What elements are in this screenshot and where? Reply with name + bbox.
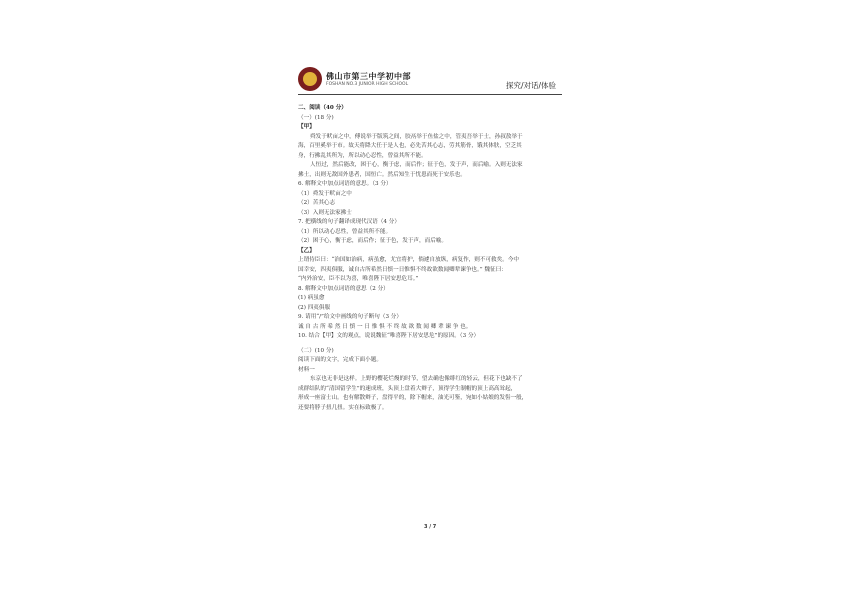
text-line: 二、阅读（40 分） — [298, 105, 347, 111]
text-line: 成群结队的“清国留学生”的速成班，头顶上盘着大辫子，顶得学生制帽的顶上高高耸起， — [298, 385, 517, 392]
text-line: “内外治安，臣不以为喜，唯喜陛下居安思危耳。” — [298, 276, 419, 282]
text-line: 形成一座富士山。也有解散辫子，盘得平的，除下帽来，油光可鉴，宛如小姑娘的发髻一般， — [298, 395, 528, 401]
text-line: 7. 把横线的句子翻译成现代汉语（4 分） — [298, 219, 400, 225]
school-emblem-icon — [298, 67, 322, 91]
text-line: 身，行拂乱其所为，所以动心忍性，曾益其所不能。 — [298, 152, 427, 159]
header-divider — [298, 94, 562, 95]
text-line: （1）舜发于畎亩之中 — [298, 190, 352, 197]
text-line: 还要将脖子扭几扭。实在标致极了。 — [298, 404, 388, 411]
header-slogan: 探究/对话/体验 — [506, 81, 557, 90]
school-name-cn: 佛山市第三中学初中部 — [326, 71, 411, 81]
text-line: 东京也无非是这样。上野的樱花烂熳的时节，望去确也像绯红的轻云，但花下也缺不了 — [310, 376, 523, 382]
text-line: 海，百里奚举于市。故天将降大任于是人也，必先苦其心志，劳其筋骨，饿其体肤，空乏其 — [298, 143, 522, 149]
text-line: 拂士，出则无敌国外患者，国恒亡。然后知生于忧患而死于安乐也。 — [298, 171, 466, 178]
school-name-en: FOSHAN NO.3 JUNIOR HIGH SCHOOL — [326, 82, 409, 87]
page-number: 3 / 7 — [424, 524, 437, 530]
text-line: 【甲】 — [298, 124, 315, 130]
text-line: 【乙】 — [298, 247, 315, 254]
text-line: （2）困于心，衡于虑，而后作；征于色，发于声，而后喻。 — [298, 238, 447, 244]
text-line: 舜发于畎亩之中，傅说举于版筑之间，胶鬲举于鱼盐之中，管夷吾举于士，孙叔敖举于 — [310, 133, 523, 140]
text-line: 人恒过，然后能改，困于心，衡于虑，而后作；征于色，发于声，而后喻。入则无法家 — [310, 162, 523, 168]
text-line: 材料一 — [298, 366, 315, 373]
text-line: 10. 结合【甲】文的观点，说说魏征“唯喜陛下居安思危”的原因。（3 分） — [298, 333, 480, 339]
text-line: （一）(18 分) — [298, 114, 334, 121]
text-line: （1）所以动心忍性，曾益其所不能。 — [298, 228, 392, 235]
text-line: （2）苦其心志 — [298, 200, 336, 206]
text-line: （3）入则无法家拂士 — [298, 209, 352, 216]
text-line: （二）(10 分) — [298, 347, 334, 354]
text-line: 国幸安，四夷俱服，诚自古所希然日慎一日惟惧不终故欲数闻卿辈谏争也。” 魏征曰： — [298, 266, 507, 273]
text-line: 8. 解释文中加点词语的意思（2 分） — [298, 285, 389, 292]
text-line: 诚 自 古 所 希 然 日 慎 一 日 惟 惧 不 终 故 欲 数 闻 卿 辈 谏 争 也。 — [298, 323, 472, 330]
text-line: 上谓侍臣曰：“治国如治病，病虽愈，尤宜将护，倘遽自放纵，病复作，则不可救矣。今中 — [298, 257, 520, 263]
school-logo — [298, 66, 411, 92]
text-line: 9. 请用“/”给文中画线的句子断句（3 分） — [298, 314, 402, 320]
text-line: (2) 四夷俱服 — [298, 304, 331, 311]
text-line: 6. 解释文中加点词语的意思。（3 分） — [298, 181, 392, 187]
text-line: (1) 病虽愈 — [298, 295, 325, 301]
school-name-block — [326, 71, 411, 87]
text-line: 阅读下面的文字，完成下面小题。 — [298, 357, 382, 363]
exam-body — [298, 104, 562, 413]
